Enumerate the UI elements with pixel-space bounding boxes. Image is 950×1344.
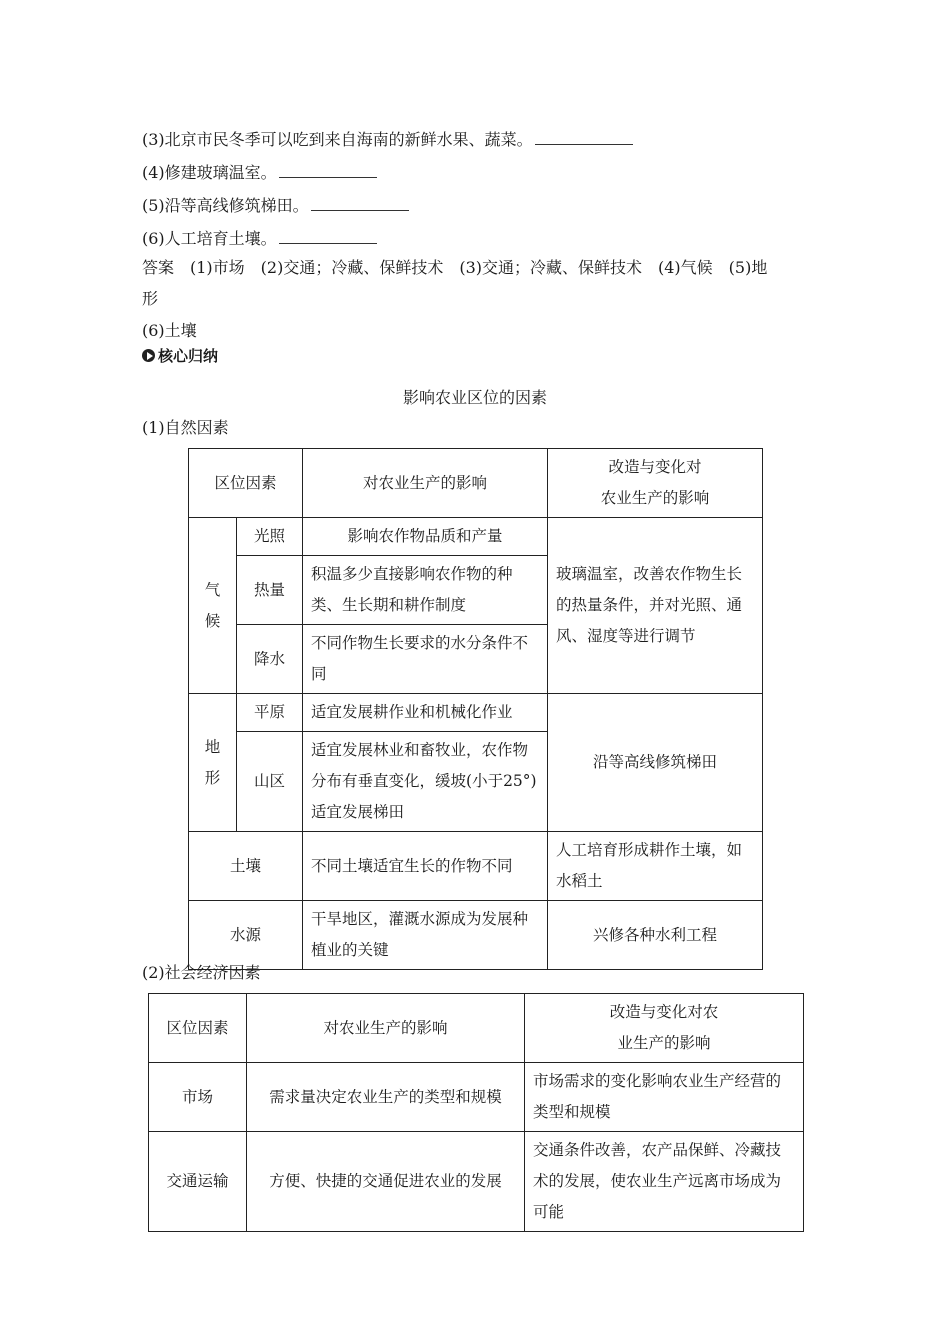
effect-heat: 积温多少直接影响农作物的种类、生长期和耕作制度	[303, 556, 548, 625]
answer-line-2: 形	[142, 289, 159, 308]
natural-factors-label: (1)自然因素	[142, 418, 229, 437]
page-title: 影响农业区位的因素	[402, 388, 547, 407]
answer-blank[interactable]	[279, 227, 377, 244]
change-terrain: 沿等高线修筑梯田	[548, 694, 763, 832]
section-heading: 核心归纳	[142, 345, 218, 366]
social-header-change: 改造与变化对农 业生产的影响	[525, 994, 804, 1063]
social-factors-label: (2)社会经济因素	[142, 963, 261, 982]
factor-water: 水源	[189, 901, 303, 970]
factor-heat: 热量	[237, 556, 303, 625]
question-5: (5)沿等高线修筑梯田。	[142, 194, 409, 217]
effect-plain: 适宜发展耕作业和机械化作业	[303, 694, 548, 732]
factor-precipitation: 降水	[237, 625, 303, 694]
answer-blank[interactable]	[535, 128, 633, 145]
effect-light: 影响农作物品质和产量	[303, 518, 548, 556]
factor-mountain: 山区	[237, 732, 303, 832]
effect-water: 干旱地区，灌溉水源成为发展种植业的关键	[303, 901, 548, 970]
social-factors-table	[148, 993, 804, 1232]
answer-blank[interactable]	[279, 161, 377, 178]
factor-light: 光照	[237, 518, 303, 556]
question-6: (6)人工培育土壤。	[142, 227, 377, 250]
factor-soil: 土壤	[189, 832, 303, 901]
social-header-factor: 区位因素	[149, 994, 247, 1063]
natural-factors-table	[188, 448, 763, 970]
table-row	[149, 1132, 804, 1232]
group-climate: 气候	[189, 518, 237, 694]
answer-line-3: (6)土壤	[142, 321, 197, 340]
change-water: 兴修各种水利工程	[548, 901, 763, 970]
answer-blank[interactable]	[311, 194, 409, 211]
question-3: (3)北京市民冬季可以吃到来自海南的新鲜水果、蔬菜。	[142, 128, 633, 151]
question-4: (4)修建玻璃温室。	[142, 161, 377, 184]
factor-plain: 平原	[237, 694, 303, 732]
play-icon	[142, 349, 155, 362]
group-terrain: 地形	[189, 694, 237, 832]
change-transport: 交通条件改善，农产品保鲜、冷藏技术的发展，使农业生产远离市场成为可能	[525, 1132, 804, 1232]
factor-market: 市场	[149, 1063, 247, 1132]
answer-line-1: 答案 (1)市场 (2)交通；冷藏、保鲜技术 (3)交通；冷藏、保鲜技术 (4)气候 (5)地	[142, 258, 768, 277]
effect-soil: 不同土壤适宜生长的作物不同	[303, 832, 548, 901]
change-soil: 人工培育形成耕作土壤，如水稻土	[548, 832, 763, 901]
header-factor: 区位因素	[189, 449, 303, 518]
table-row	[149, 1063, 804, 1132]
factor-transport: 交通运输	[149, 1132, 247, 1232]
change-climate: 玻璃温室，改善农作物生长的热量条件，并对光照、通风、湿度等进行调节	[548, 518, 763, 694]
header-effect: 对农业生产的影响	[303, 449, 548, 518]
effect-precipitation: 不同作物生长要求的水分条件不同	[303, 625, 548, 694]
effect-market: 需求量决定农业生产的类型和规模	[247, 1063, 525, 1132]
social-header-effect: 对农业生产的影响	[247, 994, 525, 1063]
effect-transport: 方便、快捷的交通促进农业的发展	[247, 1132, 525, 1232]
change-market: 市场需求的变化影响农业生产经营的类型和规模	[525, 1063, 804, 1132]
header-change: 改造与变化对 农业生产的影响	[548, 449, 763, 518]
effect-mountain: 适宜发展林业和畜牧业，农作物分布有垂直变化，缓坡(小于25°)适宜发展梯田	[303, 732, 548, 832]
